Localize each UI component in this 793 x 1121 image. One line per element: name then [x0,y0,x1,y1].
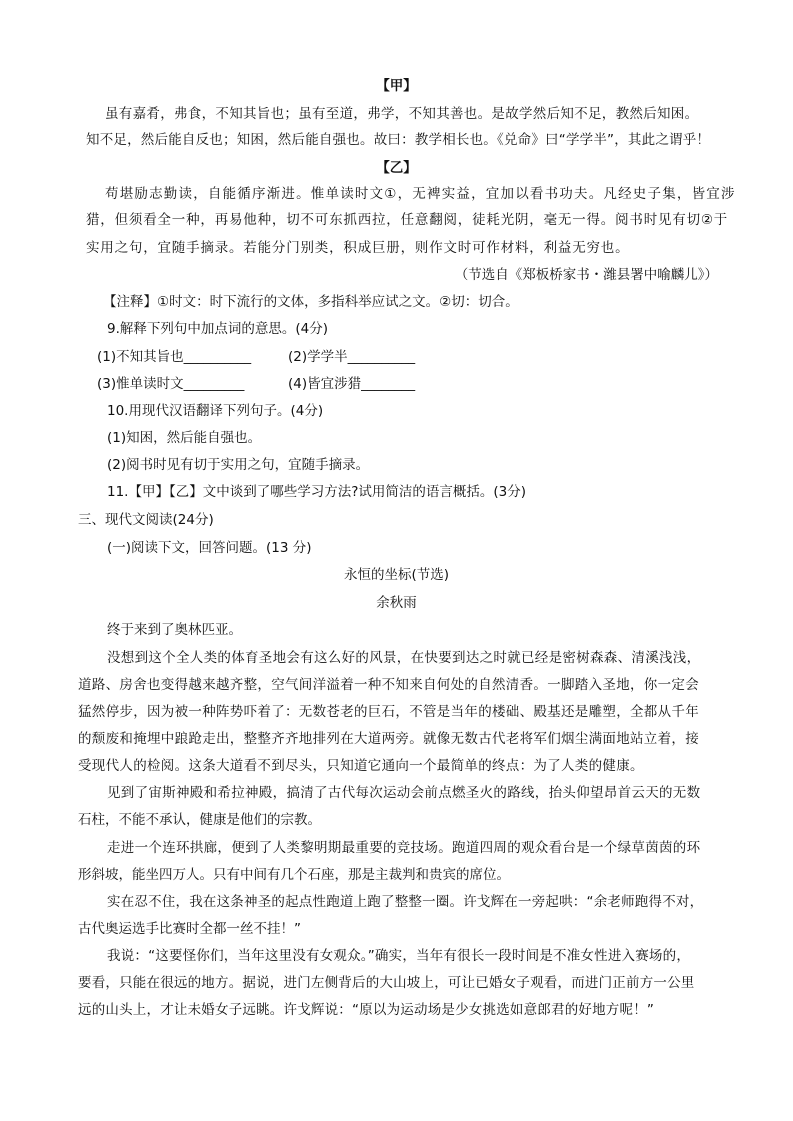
question-9-item-3: (3)惟单读时文_________ [97,376,245,392]
article-title: 永恒的坐标(节选) [343,567,450,583]
paragraph-5-line-1: 实在忍不住，我在这条神圣的起点性跑道上跑了整整一圈。许戈辉在一旁起哄：“余老师跑得不对， [107,894,704,910]
paragraph-1-line-1: 终于来到了奥林匹亚。 [107,622,242,638]
section-3-heading: 三、现代文阅读(24分) [78,512,214,528]
yi-line-2: 猎，但须看全一种，再易他种，切不可东抓西拉，任意翻阅，徒耗光阴，毫无一得。阅书时见有切②于 [86,212,729,228]
part-1-heading: (一)阅读下文，回答问题。(13 分) [107,540,312,556]
paragraph-2-line-4: 的颓废和掩埋中踉跄走出，整整齐齐地排列在大道两旁。就像无数古代老将军们烟尘满面地站立着，接 [78,731,699,747]
paragraph-6-line-2: 要看，只能在很远的地方。据说，进门左侧背后的大山坡上，可让已婚女子观看，而进门正前方一公里 [78,975,695,991]
question-10-stem: 10.用现代汉语翻译下列句子。(4分) [107,403,324,419]
jia-line-1: 虽有嘉肴，弗食，不知其旨也；虽有至道，弗学，不知其善也。是故学然后知不足，教然后知困。 [105,106,699,122]
yi-title: 【乙】 [376,160,417,176]
question-9-stem: 9.解释下列句中加点词的意思。(4分) [107,321,329,337]
paragraph-6-line-3: 远的山头上，才让未婚女子远眺。许戈辉说：“原以为运动场是少女挑选如意郎君的好地方呢！” [78,1002,655,1018]
question-10-item-2: (2)阅书时见有切于实用之句，宜随手摘录。 [107,457,370,473]
paragraph-2-line-3: 猛然停步，因为被一种阵势吓着了：无数苍老的巨石，不管是当年的楼础、殿基还是雕塑，全都从千年 [78,704,699,720]
jia-title: 【甲】 [376,78,417,94]
paragraph-5-line-2: 古代奥运选手比赛时全都一丝不挂！” [78,921,301,937]
paragraph-4-line-1: 走进一个连环拱廊，便到了人类黎明期最重要的竞技场。跑道四周的观众看台是一个绿草茵茵的环 [107,840,701,856]
paragraph-4-line-2: 形斜坡，能坐四万人。只有中间有几个石座，那是主裁判和贵宾的席位。 [78,867,510,883]
question-10-item-1: (1)知困，然后能自强也。 [107,430,262,446]
paragraph-2-line-1: 没想到这个全人类的体育圣地会有这么好的风景，在快要到达之时就已经是密树森森、清溪浅浅， [107,650,701,666]
yi-line-1: 苟堪励志勤读，自能循序渐进。惟单读时文①，无裨实益，宜加以看书功夫。凡经史子集，皆宜涉 [105,186,736,202]
article-author: 余秋雨 [376,595,417,611]
yi-line-3: 实用之句，宜随手摘录。若能分门别类，积成巨册，则作文时可作材料，利益无穷也。 [86,240,630,256]
source-citation: （节选自《郑板桥家书・潍县署中喻麟儿》） [454,267,718,283]
question-11: 11.【甲】【乙】文中谈到了哪些学习方法?试用简洁的语言概括。(3分) [107,484,527,500]
paragraph-6-line-1: 我说：“这要怪你们，当年这里没有女观众。”确实，当年有很长一段时间是不准女性进入赛场的， [107,948,691,964]
jia-line-2: 知不足，然后能自反也；知困，然后能自强也。故曰：教学相长也。《兑命》曰“学学半”，其此之谓乎！ [86,132,711,148]
paragraph-2-line-5: 受现代人的检阅。这条大道看不到尽头，只知道它通向一个最简单的终点：为了人类的健康。 [78,758,644,774]
question-9-item-1: (1)不知其旨也__________ [97,349,252,365]
paragraph-3-line-2: 石柱，不能不承认，健康是他们的宗教。 [78,812,321,828]
annotation-note: 【注释】①时文：时下流行的文体，多指科举应试之文。②切：切合。 [103,294,519,310]
paragraph-3-line-1: 见到了宙斯神殿和希拉神殿，搞清了古代每次运动会前点燃圣火的路线，抬头仰望昂首云天的无数 [107,785,701,801]
question-9-item-2: (2)学学半__________ [288,349,416,365]
paragraph-2-line-2: 道路、房舍也变得越来越齐整，空气间洋溢着一种不知来自何处的自然清香。一脚踏入圣地，你一定会 [78,677,699,693]
question-9-item-4: (4)皆宜涉猎________ [288,376,416,392]
